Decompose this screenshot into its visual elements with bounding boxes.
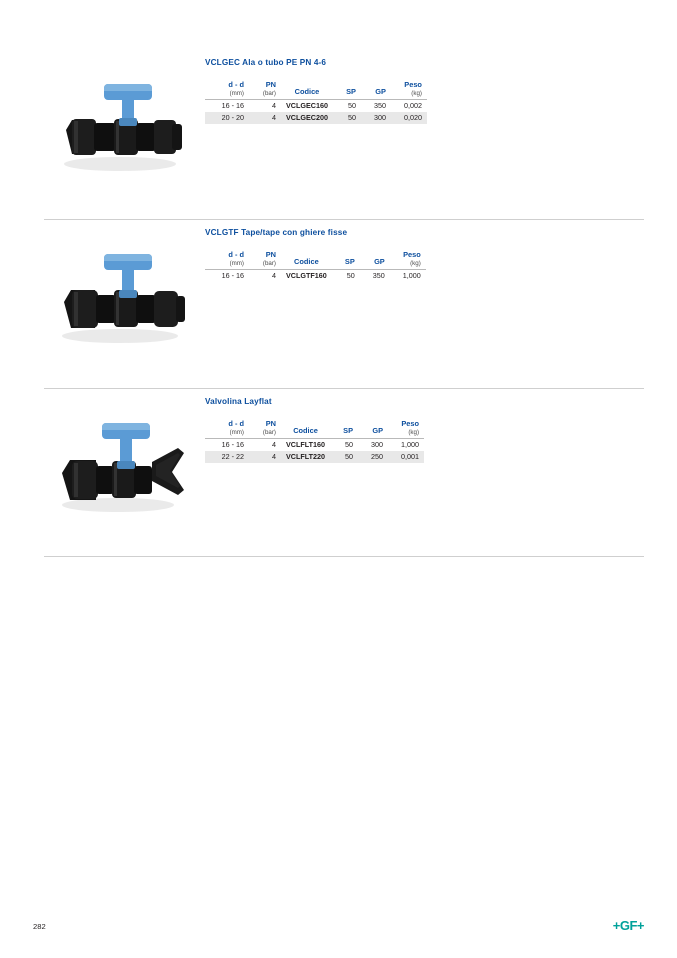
cell-dd: 20 - 20 xyxy=(205,112,249,124)
cell-sp: 50 xyxy=(330,451,358,463)
col-dd: d - d (mm) xyxy=(228,80,244,97)
gf-logo: +GF+ xyxy=(612,918,644,933)
col-peso: Peso (kg) xyxy=(403,250,421,267)
cell-codice: VCLGEC200 xyxy=(281,112,333,124)
cell-sp: 50 xyxy=(330,438,358,451)
col-sp: SP xyxy=(343,426,354,436)
col-pn: PN (bar) xyxy=(262,250,276,267)
cell-peso: 1,000 xyxy=(390,269,426,282)
table-row xyxy=(205,451,424,463)
col-codice: Codice xyxy=(294,257,319,267)
product-block-vclgtf xyxy=(44,228,644,378)
cell-peso: 0,002 xyxy=(391,99,427,112)
cell-gp: 300 xyxy=(361,112,391,124)
spec-table xyxy=(205,81,427,124)
product-info xyxy=(205,228,625,282)
cell-sp: 50 xyxy=(332,269,360,282)
valve-illustration-vclgec xyxy=(48,70,198,180)
cell-gp: 350 xyxy=(360,269,390,282)
table-row xyxy=(205,112,427,124)
product-info xyxy=(205,397,625,463)
col-sp: SP xyxy=(346,87,356,97)
cell-dd: 16 - 16 xyxy=(205,269,249,282)
cell-gp: 300 xyxy=(358,438,388,451)
col-gp: GP xyxy=(374,257,385,267)
cell-codice: VCLFLT160 xyxy=(281,438,330,451)
table-header-row xyxy=(205,420,424,438)
page-number: 282 xyxy=(33,922,46,931)
table-header-row xyxy=(205,81,427,99)
col-gp: GP xyxy=(375,87,386,97)
col-dd: d - d (mm) xyxy=(228,419,244,436)
section-divider xyxy=(44,388,644,389)
product-info xyxy=(205,58,625,124)
cell-sp: 50 xyxy=(333,112,361,124)
col-gp: GP xyxy=(372,426,384,436)
cell-codice: VCLGEC160 xyxy=(281,99,333,112)
cell-pn: 4 xyxy=(249,112,281,124)
product-block-vclgec xyxy=(44,58,644,208)
cell-codice: VCLFLT220 xyxy=(281,451,330,463)
col-peso: Peso (kg) xyxy=(404,80,422,97)
section-divider xyxy=(44,219,644,220)
cell-peso: 0,020 xyxy=(391,112,427,124)
col-dd: d - d (mm) xyxy=(228,250,244,267)
cell-dd: 16 - 16 xyxy=(205,438,249,451)
section-divider xyxy=(44,556,644,557)
col-pn: PN (bar) xyxy=(262,419,276,436)
cell-peso: 1,000 xyxy=(388,438,424,451)
product-block-layflat xyxy=(44,397,644,547)
valve-illustration-vclgtf xyxy=(48,240,198,350)
cell-dd: 22 - 22 xyxy=(205,451,249,463)
col-codice: Codice xyxy=(294,87,320,97)
col-pn: PN (bar) xyxy=(262,80,276,97)
table-row xyxy=(205,99,427,112)
col-peso: Peso (kg) xyxy=(401,419,420,436)
spec-table xyxy=(205,251,426,282)
table-header-row xyxy=(205,251,426,269)
table-row xyxy=(205,269,426,282)
product-title: Valvolina Layflat xyxy=(205,397,272,406)
valve-illustration-layflat xyxy=(48,409,198,519)
cell-dd: 16 - 16 xyxy=(205,99,249,112)
product-title: VCLGEC Ala o tubo PE PN 4-6 xyxy=(205,58,327,67)
cell-pn: 4 xyxy=(249,438,281,451)
cell-gp: 350 xyxy=(361,99,391,112)
cell-peso: 0,001 xyxy=(388,451,424,463)
spec-table xyxy=(205,420,424,463)
col-sp: SP xyxy=(344,257,355,267)
cell-pn: 4 xyxy=(249,451,281,463)
product-title: VCLGTF Tape/tape con ghiere fisse xyxy=(205,228,348,237)
table-row xyxy=(205,438,424,451)
col-codice: Codice xyxy=(293,426,318,436)
cell-codice: VCLGTF160 xyxy=(281,269,332,282)
cell-gp: 250 xyxy=(358,451,388,463)
cell-sp: 50 xyxy=(333,99,361,112)
cell-pn: 4 xyxy=(249,99,281,112)
cell-pn: 4 xyxy=(249,269,281,282)
